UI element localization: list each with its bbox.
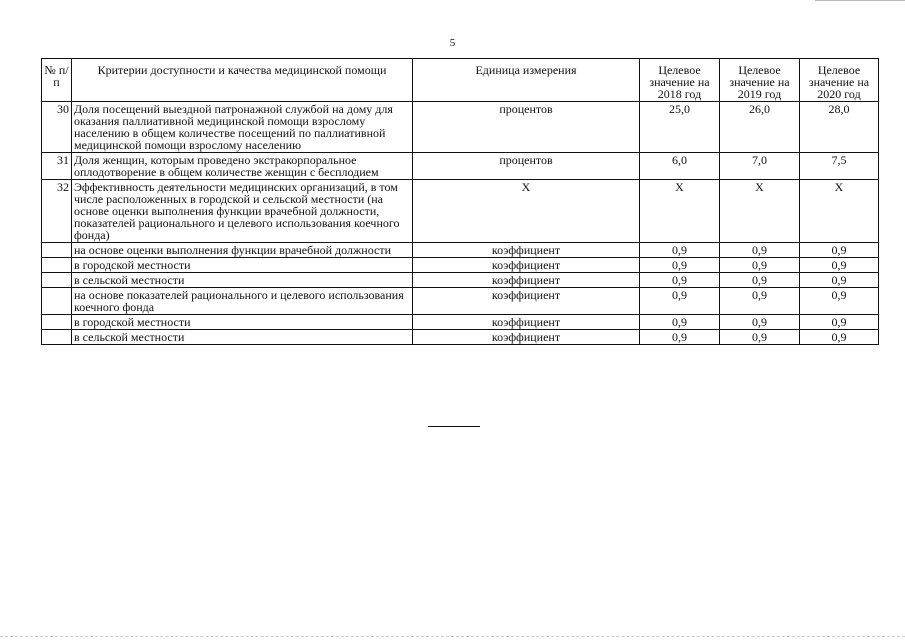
- table-row: [42, 315, 879, 330]
- cell-unit: процентов: [413, 102, 640, 153]
- cell-target-2019: 0,9: [720, 258, 800, 273]
- table-row: [42, 153, 879, 180]
- cell-target-2018: 0,9: [640, 258, 720, 273]
- footer-rule: [428, 426, 480, 427]
- cell-criteria: в сельской местности: [72, 273, 413, 288]
- cell-target-2018: 0,9: [640, 273, 720, 288]
- cell-target-2019: 0,9: [720, 315, 800, 330]
- table-row: [42, 102, 879, 153]
- cell-num: [42, 273, 72, 288]
- cell-unit: коэффициент: [413, 243, 640, 258]
- cell-target-2020: 0,9: [800, 330, 879, 345]
- cell-target-2019: 7,0: [720, 153, 800, 180]
- scan-edge-top: [815, 0, 905, 1]
- cell-unit: процентов: [413, 153, 640, 180]
- cell-target-2020: 0,9: [800, 243, 879, 258]
- cell-target-2020: 0,9: [800, 273, 879, 288]
- cell-num: 30: [42, 102, 72, 153]
- cell-target-2018: 25,0: [640, 102, 720, 153]
- cell-criteria: на основе оценки выполнения функции врачебной должности: [72, 243, 413, 258]
- cell-num: [42, 288, 72, 315]
- cell-target-2019: 0,9: [720, 273, 800, 288]
- criteria-table: [41, 58, 879, 345]
- cell-target-2018: Х: [640, 180, 720, 243]
- table-row: [42, 243, 879, 258]
- header-unit: Единица измерения: [413, 59, 640, 102]
- page-number: 5: [449, 37, 456, 49]
- cell-num: 31: [42, 153, 72, 180]
- header-num: № п/п: [42, 59, 72, 102]
- cell-unit: коэффициент: [413, 273, 640, 288]
- cell-target-2019: 26,0: [720, 102, 800, 153]
- cell-target-2019: 0,9: [720, 243, 800, 258]
- cell-unit: Х: [413, 180, 640, 243]
- cell-num: [42, 330, 72, 345]
- table-row: [42, 273, 879, 288]
- cell-target-2020: 0,9: [800, 315, 879, 330]
- cell-num: [42, 258, 72, 273]
- cell-num: [42, 315, 72, 330]
- cell-unit: коэффициент: [413, 315, 640, 330]
- cell-num: 32: [42, 180, 72, 243]
- header-target-2018: Целевое значение на 2018 год: [640, 59, 720, 102]
- cell-criteria: Доля женщин, которым проведено экстракорпоральное оплодотворение в общем количестве женщин с бесплодием: [72, 153, 413, 180]
- table-row: [42, 258, 879, 273]
- cell-criteria: в городской местности: [72, 315, 413, 330]
- cell-target-2020: 28,0: [800, 102, 879, 153]
- cell-num: [42, 243, 72, 258]
- cell-target-2018: 0,9: [640, 288, 720, 315]
- header-target-2020: Целевое значение на 2020 год: [800, 59, 879, 102]
- cell-target-2018: 0,9: [640, 315, 720, 330]
- cell-target-2018: 6,0: [640, 153, 720, 180]
- cell-target-2020: 7,5: [800, 153, 879, 180]
- cell-target-2020: 0,9: [800, 258, 879, 273]
- scan-edge-bottom: [0, 636, 905, 637]
- cell-unit: коэффициент: [413, 330, 640, 345]
- cell-target-2019: 0,9: [720, 288, 800, 315]
- cell-criteria: в городской местности: [72, 258, 413, 273]
- header-criteria: Критерии доступности и качества медицинской помощи: [72, 59, 413, 102]
- cell-target-2019: Х: [720, 180, 800, 243]
- cell-criteria: Эффективность деятельности медицинских организаций, в том числе расположенных в городской и сельской местности (на основе оценки выполнения функции врачебной должности, показателей рационального и целевого использования коечного фонда): [72, 180, 413, 243]
- cell-criteria: на основе показателей рационального и целевого использования коечного фонда: [72, 288, 413, 315]
- cell-unit: коэффициент: [413, 258, 640, 273]
- table-header-row: [42, 59, 879, 102]
- table-row: [42, 330, 879, 345]
- table-row: [42, 288, 879, 315]
- table-row: [42, 180, 879, 243]
- cell-unit: коэффициент: [413, 288, 640, 315]
- cell-target-2020: 0,9: [800, 288, 879, 315]
- cell-target-2019: 0,9: [720, 330, 800, 345]
- cell-criteria: Доля посещений выездной патронажной службой на дому для оказания паллиативной медицинской помощи взрослому населению в общем количестве посещений по паллиативной медицинской помощи взрослому населению: [72, 102, 413, 153]
- cell-target-2018: 0,9: [640, 243, 720, 258]
- cell-criteria: в сельской местности: [72, 330, 413, 345]
- cell-target-2020: Х: [800, 180, 879, 243]
- cell-target-2018: 0,9: [640, 330, 720, 345]
- header-target-2019: Целевое значение на 2019 год: [720, 59, 800, 102]
